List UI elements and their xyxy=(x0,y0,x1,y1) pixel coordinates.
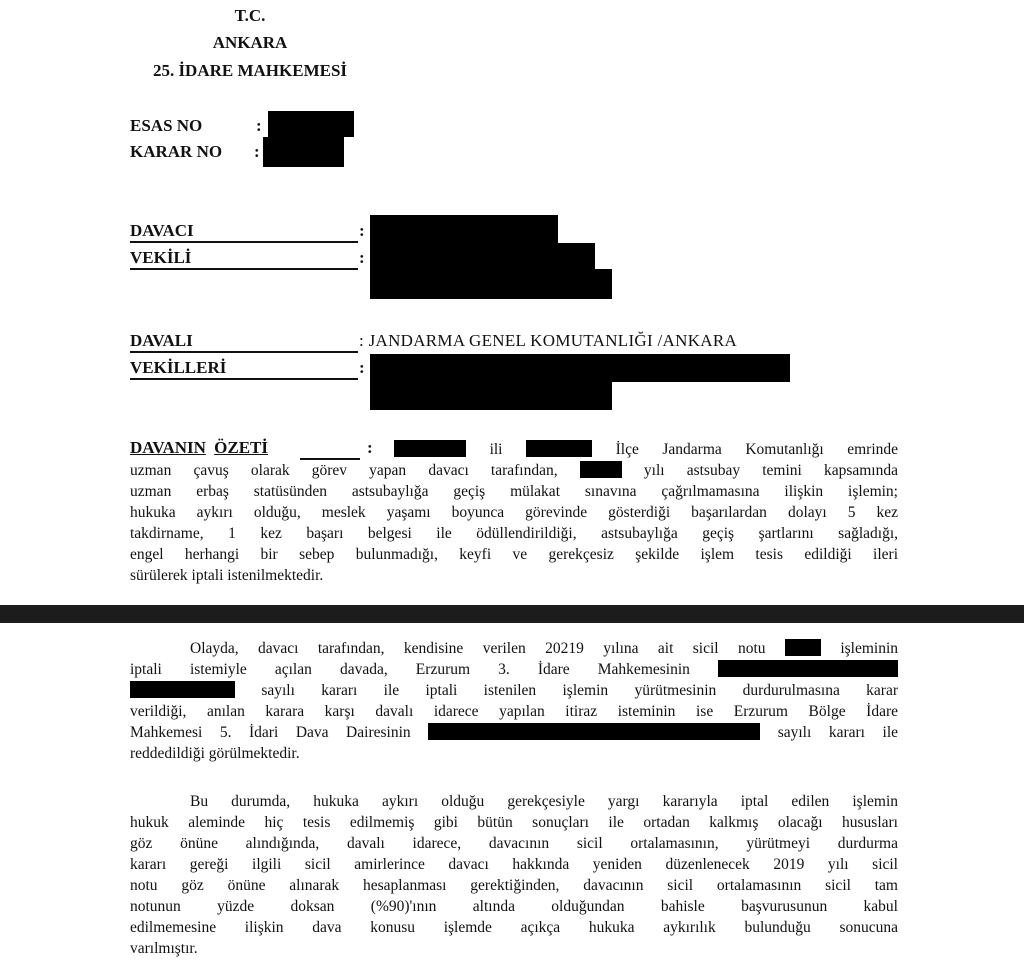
para2-line-3 xyxy=(130,680,898,701)
para3-line-7: edilmemesine ilişkin dava konusu işlemde açıkça hukuka aykırılık bulunduğu sonucuna xyxy=(130,919,898,936)
summary-line-7: sürülerek iptali istenilmektedir. xyxy=(130,567,324,584)
para3-line-1: Bu durumda, hukuka aykırı olduğu gerekçesiyle yargı kararıyla iptal edilen işlemin xyxy=(190,793,898,810)
paragraph-2 xyxy=(130,638,898,764)
vekilleri-colon: : xyxy=(359,358,365,377)
redaction-vekilleri-1 xyxy=(370,354,790,382)
summary-label-word-1: DAVANIN xyxy=(130,438,206,457)
summary-line-6: engel herhangi bir sebep bulunmadığı, keyfi ve gerekçesiz şekilde işlem tesis edildiği ileri xyxy=(130,546,898,563)
summary-l2b: yılı astsubay temini kapsamında xyxy=(643,462,898,479)
para2-l1b: işleminin xyxy=(840,640,898,657)
para3-line-3: göz önüne alındığında, davalı idarece, davacının sicil ortalamasının, yürütmeyi durdurma xyxy=(130,835,898,852)
vekilleri-underline xyxy=(130,378,358,380)
para2-line-5 xyxy=(130,722,898,743)
para2-line-4: verildiği, anılan karara karşı davalı idarece yapılan itiraz isteminin ise Erzurum Bölge İdare xyxy=(130,703,898,720)
summary-line-2 xyxy=(130,460,898,481)
summary-label-word-2: ÖZETİ xyxy=(214,438,269,457)
para2-line-1 xyxy=(130,638,898,659)
para3-line-6: notunun yüzde doksan (%90)'ının altında olduğundan bahisle başvurusunun kabul xyxy=(130,898,898,915)
summary-paragraph xyxy=(130,439,898,586)
davali-label: DAVALI xyxy=(130,331,193,350)
summary-line-1 xyxy=(130,439,898,460)
para3-line-4: kararı gereği ilgili sicil amirlerince davacı hakkında yeniden düzenlenecek 2019 yılı sicil xyxy=(130,856,898,873)
redaction-vekilleri-2 xyxy=(370,380,612,410)
para2-l1a: Olayda, davacı tarafından, kendisine verilen 20219 yılına ait sicil notu xyxy=(190,640,766,657)
vekili-colon: : xyxy=(359,248,365,267)
redaction-bolge-decision xyxy=(428,723,760,740)
para3-line-2: hukuk aleminde hiç tesis edilmemiş gibi bütün sonuçları ile ortadan kalkmış olacağı hususları xyxy=(130,814,898,831)
para2-line-2 xyxy=(130,659,898,680)
para3-line-8: varılmıştır. xyxy=(130,940,198,957)
redaction-district xyxy=(526,440,592,457)
redaction-decision-no xyxy=(130,681,235,698)
para2-line-6: reddedildiği görülmektedir. xyxy=(130,745,300,762)
para2-l3a: sayılı kararı ile iptali istenilen işlemin yürütmesinin durdurulmasına karar xyxy=(261,682,898,699)
header-city: ANKARA xyxy=(212,33,288,52)
davaci-colon: : xyxy=(359,221,365,240)
summary-l1b: İlçe Jandarma Komutanlığı emrinde xyxy=(615,441,898,458)
redaction-year xyxy=(580,461,622,478)
redaction-esas-no xyxy=(268,111,354,137)
summary-l2a: uzman çavuş olarak görev yapan davacı tarafından, xyxy=(130,462,558,479)
para2-l2a: iptali istemiyle açılan davada, Erzurum 3. İdare Mahkemesinin xyxy=(130,661,690,678)
redaction-karar-no xyxy=(263,137,344,167)
redaction-vekili-1 xyxy=(370,243,595,271)
para2-l5a: Mahkemesi 5. İdari Dava Dairesinin xyxy=(130,724,411,741)
summary-l1a: ili xyxy=(489,441,503,458)
karar-no-colon: : xyxy=(254,142,260,161)
redaction-erzurum-decision xyxy=(718,660,898,677)
redaction-province xyxy=(394,440,466,457)
summary-line-4: hukuka aykırı olduğu, meslek yaşamı boyunca görevinde gösterdiği başarılardan dolayı 5 kez xyxy=(130,504,898,521)
davaci-label: DAVACI xyxy=(130,221,194,240)
redaction-davaci xyxy=(370,215,558,243)
para3-line-5: notu göz önüne alınarak hesaplanması gerektiğinden, davacının sicil ortalamasının sicil tam xyxy=(130,877,898,894)
vekili-underline xyxy=(130,268,358,270)
karar-no-label: KARAR NO xyxy=(130,142,223,161)
summary-line-5: takdirname, 1 kez başarı belgesi ile ödüllendirildiği, astsubaylığa geçiş şartlarını sağladığı, xyxy=(130,525,898,542)
vekili-label: VEKİLİ xyxy=(130,248,192,267)
esas-no-colon: : xyxy=(256,116,262,135)
page-divider xyxy=(0,605,1024,623)
redaction-sicil xyxy=(785,639,821,656)
davali-value: : JANDARMA GENEL KOMUTANLIĞI /ANKARA xyxy=(359,331,738,350)
summary-colon: : xyxy=(367,438,373,457)
vekilleri-label: VEKİLLERİ xyxy=(130,358,227,377)
esas-no-label: ESAS NO xyxy=(130,116,203,135)
summary-line-3: uzman erbaş statüsünden astsubaylığa geçiş mülakat sınavına çağrılmamasına ilişkin işlemin; xyxy=(130,483,898,500)
header-tc: T.C. xyxy=(234,6,266,25)
davali-underline xyxy=(130,351,358,353)
redaction-vekili-2 xyxy=(370,269,612,299)
davaci-underline xyxy=(130,241,358,243)
paragraph-3 xyxy=(130,791,898,959)
para2-l5b: sayılı kararı ile xyxy=(777,724,898,741)
court-name: 25. İDARE MAHKEMESİ xyxy=(152,61,348,80)
